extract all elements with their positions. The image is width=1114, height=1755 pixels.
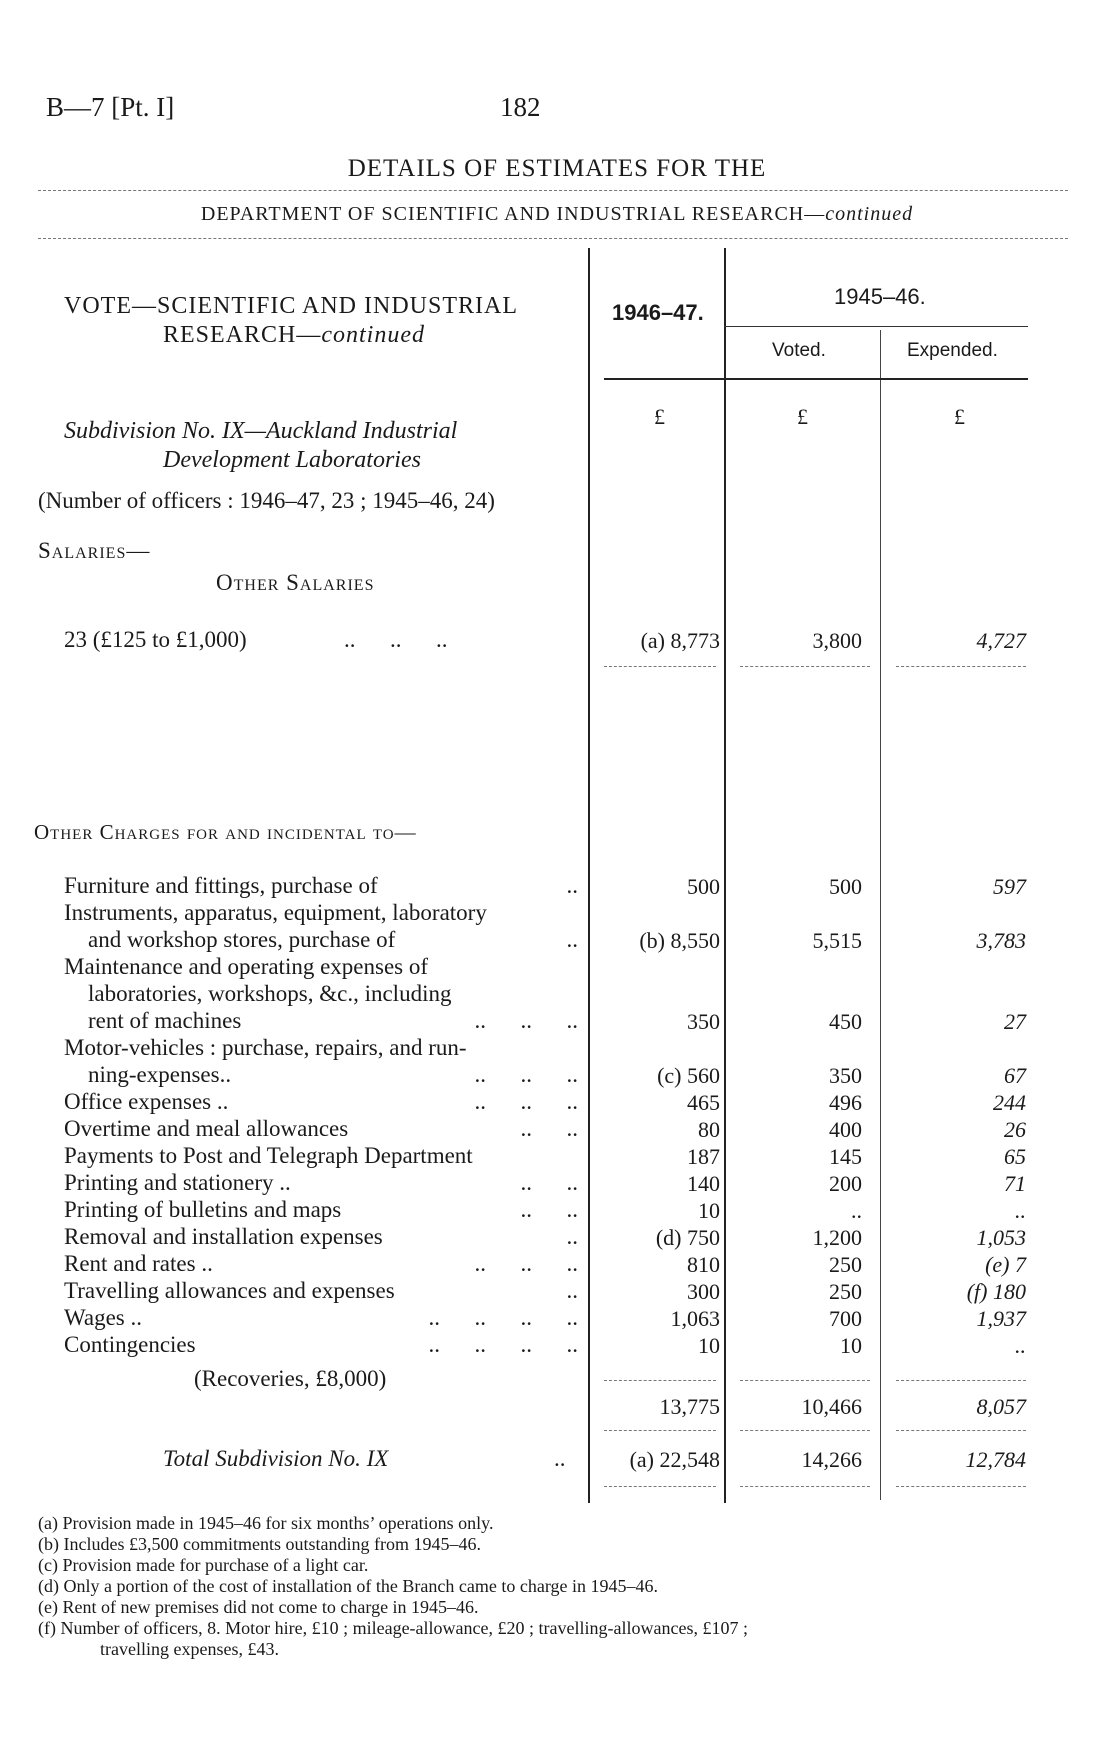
charge-current: (d) 750: [655, 1225, 720, 1250]
charge-leader-dots: .. .. ..: [474, 1062, 578, 1087]
total-dots: ..: [554, 1446, 566, 1471]
charge-leader-dots: ..: [566, 927, 578, 952]
charge-expended: ..: [1015, 1198, 1026, 1223]
column-header-1946-47: 1946–47.: [612, 300, 704, 325]
subtotal-expended: 8,057: [976, 1394, 1026, 1419]
salaries-heading: Salaries—: [38, 538, 151, 563]
subtotal-rule-voted: [740, 1380, 870, 1381]
subdivision-title-line1: Subdivision No. IX—Auckland Industrial: [64, 418, 458, 444]
total-rule-expended: [896, 1486, 1026, 1487]
total-rule-current: [604, 1486, 716, 1487]
charge-voted: 145: [829, 1144, 862, 1169]
charge-label: laboratories, workshops, &c., including: [88, 981, 452, 1006]
charge-label: Contingencies: [64, 1332, 196, 1357]
charge-expended: 1,053: [976, 1225, 1026, 1250]
total-expended: 12,784: [965, 1447, 1026, 1472]
footnote: travelling expenses, £43.: [100, 1639, 279, 1659]
charge-leader-dots: .. ..: [520, 1197, 578, 1222]
title-rule: [38, 190, 1068, 191]
charge-current: 465: [687, 1090, 720, 1115]
subtotal-current: 13,775: [659, 1394, 720, 1419]
footnote: (e) Rent of new premises did not come to charge in 1945–46.: [38, 1597, 479, 1617]
charge-label: Travelling allowances and expenses: [64, 1278, 395, 1303]
charge-current: 1,063: [670, 1306, 720, 1331]
charge-label: Wages ..: [64, 1305, 142, 1330]
total-voted: 14,266: [801, 1447, 862, 1472]
column-divider-middle: [724, 248, 726, 1503]
column-header-expended: Expended.: [907, 340, 998, 361]
salaries-expended: 4,727: [976, 628, 1026, 653]
subtitle-main: DEPARTMENT OF SCIENTIFIC AND INDUSTRIAL RESEARCH—: [200, 203, 826, 225]
charge-voted: 500: [829, 874, 862, 899]
total-label: Total Subdivision No. IX: [163, 1446, 389, 1471]
charge-voted: 250: [829, 1252, 862, 1277]
page-number: 182: [500, 92, 541, 122]
charge-expended: 27: [1004, 1009, 1026, 1034]
salaries-row-dots: .. .. ..: [344, 627, 448, 652]
charge-voted: 450: [829, 1009, 862, 1034]
subdivision-title-line2: Development Laboratories: [163, 447, 421, 473]
charge-voted: 496: [829, 1090, 862, 1115]
charge-voted: 700: [829, 1306, 862, 1331]
charge-expended: 65: [1004, 1144, 1026, 1169]
charge-label: Overtime and meal allowances: [64, 1116, 349, 1141]
column-divider-left: [588, 248, 590, 1503]
footnote: (f) Number of officers, 8. Motor hire, £10 ; mileage-allowance, £20 ; travelling-allowances, £107 ;: [38, 1618, 748, 1638]
charge-label: Printing of bulletins and maps: [64, 1197, 342, 1222]
charge-voted: 5,515: [812, 928, 862, 953]
salaries-current: (a) 8,773: [640, 628, 720, 653]
recoveries-note: (Recoveries, £8,000): [194, 1366, 387, 1391]
charge-leader-dots: .. .. ..: [474, 1251, 578, 1276]
subtotal-rule-current: [604, 1380, 716, 1381]
total-current: (a) 22,548: [629, 1447, 720, 1472]
charge-current: 350: [687, 1009, 720, 1034]
charge-current: 500: [687, 874, 720, 899]
column-header-1945-46: 1945–46.: [834, 284, 926, 309]
charge-label: Removal and installation expenses: [64, 1224, 383, 1249]
vote-heading-line2: [163, 322, 425, 349]
header-bottom-rule: [604, 378, 1028, 380]
charge-label: Motor-vehicles : purchase, repairs, and run-: [64, 1035, 467, 1060]
charge-leader-dots: ..: [566, 1224, 578, 1249]
charge-expended: 3,783: [976, 928, 1026, 953]
total-rule-voted: [740, 1486, 870, 1487]
charge-leader-dots: .. .. ..: [474, 1008, 578, 1033]
charge-current: 80: [698, 1117, 720, 1142]
charge-expended: 26: [1004, 1117, 1026, 1142]
charge-leader-dots: .. .. .. ..: [428, 1332, 578, 1357]
charge-current: (c) 560: [657, 1063, 720, 1088]
salaries-rule-expended: [896, 666, 1026, 667]
other-charges-heading: Other Charges for and incidental to—: [34, 820, 417, 844]
currency-voted: £: [797, 404, 808, 429]
charge-leader-dots: ..: [566, 1278, 578, 1303]
charge-expended: (e) 7: [985, 1252, 1026, 1277]
vote-heading-continued: continued: [321, 322, 425, 348]
charge-current: 810: [687, 1252, 720, 1277]
charge-label: rent of machines: [88, 1008, 242, 1033]
subtotal-rule-expended: [896, 1380, 1026, 1381]
currency-expended: £: [954, 404, 965, 429]
other-salaries-subheading: Other Salaries: [216, 570, 375, 595]
charge-expended: 67: [1004, 1063, 1026, 1088]
salaries-row-label: 23 (£125 to £1,000): [64, 627, 247, 652]
charge-voted: 200: [829, 1171, 862, 1196]
page-title: DETAILS OF ESTIMATES FOR THE: [347, 155, 767, 182]
charge-expended: (f) 180: [966, 1279, 1026, 1304]
footnote: (a) Provision made in 1945–46 for six months’ operations only.: [38, 1513, 494, 1533]
charge-label: Office expenses ..: [64, 1089, 229, 1114]
salaries-rule-voted: [740, 666, 870, 667]
charge-expended: 244: [993, 1090, 1026, 1115]
footnote: (c) Provision made for purchase of a light car.: [38, 1555, 369, 1575]
vote-heading-main: RESEARCH—: [163, 322, 322, 348]
footnote: (b) Includes £3,500 commitments outstanding from 1945–46.: [38, 1534, 481, 1554]
page-subtitle: [0, 203, 1114, 226]
charge-label: Rent and rates ..: [64, 1251, 213, 1276]
subdivision-officers: (Number of officers : 1946–47, 23 ; 1945–46, 24): [38, 488, 495, 513]
charge-current: 10: [698, 1198, 720, 1223]
charge-voted: 350: [829, 1063, 862, 1088]
footnote: (d) Only a portion of the cost of installation of the Branch came to charge in 1945–46.: [38, 1576, 659, 1596]
charge-leader-dots: ..: [566, 873, 578, 898]
charge-leader-dots: .. .. .. ..: [428, 1305, 578, 1330]
salaries-voted: 3,800: [812, 628, 862, 653]
column-header-voted: Voted.: [772, 340, 826, 361]
salaries-rule-current: [604, 666, 716, 667]
charge-current: 187: [687, 1144, 720, 1169]
charge-label: Instruments, apparatus, equipment, laboratory: [64, 900, 487, 925]
charge-label: Maintenance and operating expenses of: [64, 954, 429, 979]
charge-expended: 71: [1004, 1171, 1026, 1196]
charge-label: Payments to Post and Telegraph Department: [64, 1143, 473, 1168]
charge-voted: 250: [829, 1279, 862, 1304]
page-reference: B—7 [Pt. I]: [46, 92, 175, 122]
charge-leader-dots: .. ..: [520, 1170, 578, 1195]
charge-expended: 597: [993, 874, 1026, 899]
charge-voted: 10: [840, 1333, 862, 1358]
charge-label: ning-expenses..: [88, 1062, 232, 1087]
charge-current: 140: [687, 1171, 720, 1196]
subtotal-voted: 10,466: [801, 1394, 862, 1419]
charge-voted: 400: [829, 1117, 862, 1142]
subtotal-bottom-rule-current: [604, 1430, 716, 1431]
charge-expended: 1,937: [976, 1306, 1026, 1331]
charge-label: Printing and stationery ..: [64, 1170, 291, 1195]
subtitle-continued: continued: [825, 203, 914, 225]
charge-current: 300: [687, 1279, 720, 1304]
charge-expended: ..: [1015, 1333, 1026, 1358]
charge-voted: 1,200: [812, 1225, 862, 1250]
subtitle-rule: [38, 238, 1068, 239]
charge-current: 10: [698, 1333, 720, 1358]
subtotal-bottom-rule-voted: [740, 1430, 870, 1431]
charge-leader-dots: .. .. ..: [474, 1089, 578, 1114]
charge-label: Furniture and fittings, purchase of: [64, 873, 378, 898]
charge-label: and workshop stores, purchase of: [88, 927, 396, 952]
column-divider-right: [880, 330, 881, 1500]
year-header-rule: [724, 326, 1028, 327]
charge-voted: ..: [851, 1198, 862, 1223]
currency-1946-47: £: [654, 404, 665, 429]
vote-heading-line1: VOTE—SCIENTIFIC AND INDUSTRIAL: [64, 293, 518, 319]
charge-current: (b) 8,550: [639, 928, 720, 953]
charge-leader-dots: .. ..: [520, 1116, 578, 1141]
subtotal-bottom-rule-expended: [896, 1430, 1026, 1431]
